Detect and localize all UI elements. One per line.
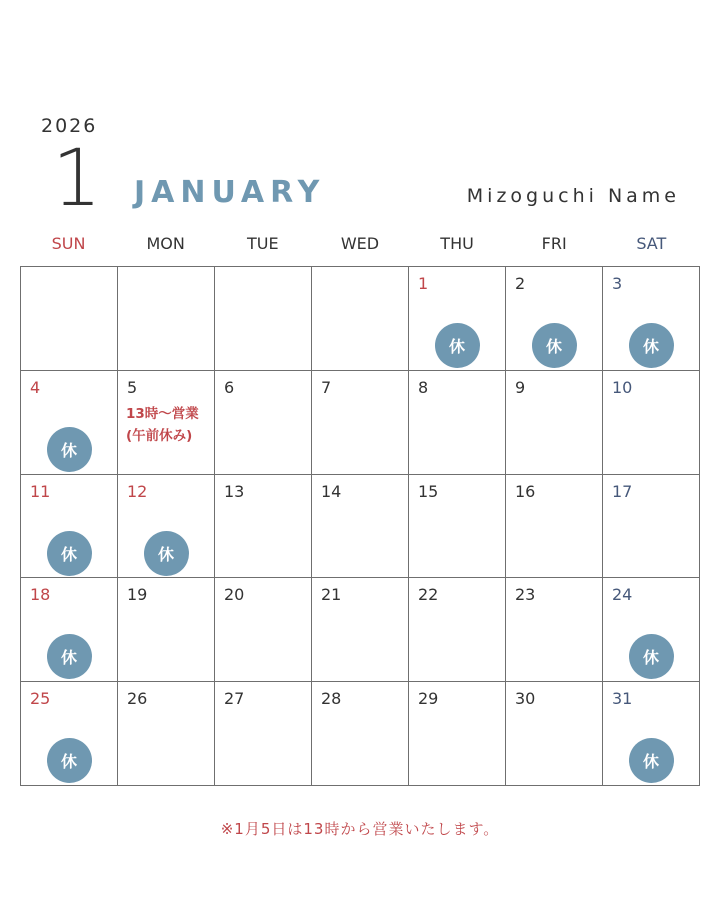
calendar-year: 2026: [41, 115, 98, 137]
weekday-thu: THU: [440, 234, 474, 253]
day-number: 27: [224, 689, 245, 709]
closed-day-badge: 休: [47, 738, 92, 783]
day-cell-13: [215, 475, 312, 579]
closed-day-badge: 休: [47, 427, 92, 472]
day-number: 22: [418, 585, 439, 605]
day-cell-12: [118, 475, 215, 579]
day-cell-26: [118, 682, 215, 786]
day-cell-25: [21, 682, 118, 786]
day-cell-23: [506, 578, 603, 682]
day-cell-29: [409, 682, 506, 786]
weekday-fri: FRI: [541, 234, 567, 253]
weekday-mon: MON: [146, 234, 185, 253]
empty-cell: [118, 267, 215, 371]
day-cell-1: [409, 267, 506, 371]
day-number: 4: [30, 377, 41, 397]
footer-note: ※1月5日は13時から営業いたします。: [220, 820, 500, 838]
day-number: 3: [612, 274, 623, 293]
closed-day-badge: 休: [435, 323, 480, 368]
day-number: 15: [418, 481, 439, 501]
day-number: 29: [418, 689, 439, 709]
empty-cell: [215, 267, 312, 371]
day-cell-20: [215, 578, 312, 682]
day-number: 7: [321, 377, 332, 397]
day-cell-28: [312, 682, 409, 786]
day-cell-22: [409, 578, 506, 682]
day-cell-9: [506, 371, 603, 475]
day-number: 23: [515, 585, 536, 605]
day-number: 16: [515, 481, 536, 501]
day-number: 5: [127, 377, 138, 397]
day-cell-27: [215, 682, 312, 786]
closed-day-badge: 休: [144, 531, 189, 576]
day-number: 14: [321, 481, 342, 501]
day-number: 19: [127, 585, 148, 605]
day-cell-11: [21, 475, 118, 579]
closed-day-badge: 休: [629, 738, 674, 783]
day-number: 31: [612, 689, 633, 709]
day-number: 20: [224, 585, 245, 605]
weekday-header: [20, 234, 700, 258]
day-number: 26: [127, 689, 148, 709]
day-cell-24: [603, 578, 700, 682]
day-number: 11: [30, 481, 51, 501]
day-number: 12: [127, 481, 148, 501]
weekday-sat: SAT: [636, 234, 667, 253]
day-number: 9: [515, 377, 526, 397]
day-cell-7: [312, 371, 409, 475]
day-number: 30: [515, 689, 536, 709]
day-cell-10: [603, 371, 700, 475]
day-cell-8: [409, 371, 506, 475]
day-cell-18: [21, 578, 118, 682]
day-cell-19: [118, 578, 215, 682]
day-number: 1: [418, 274, 429, 293]
day-number: 13: [224, 481, 245, 501]
day-number: 25: [30, 689, 51, 709]
shop-name: Mizoguchi Name: [466, 185, 680, 207]
day-number: 8: [418, 377, 429, 397]
closed-day-badge: 休: [532, 323, 577, 368]
month-number: 1: [52, 134, 102, 224]
day-number: 6: [224, 377, 235, 397]
day-cell-5: [118, 371, 215, 475]
day-cell-14: [312, 475, 409, 579]
day-cell-4: [21, 371, 118, 475]
closed-day-badge: 休: [47, 531, 92, 576]
day-cell-15: [409, 475, 506, 579]
day-cell-31: [603, 682, 700, 786]
closed-day-badge: 休: [629, 323, 674, 368]
day-cell-16: [506, 475, 603, 579]
empty-cell: [21, 267, 118, 371]
day-number: 28: [321, 689, 342, 709]
day-cell-6: [215, 371, 312, 475]
day-cell-30: [506, 682, 603, 786]
day-note: 13時～営業 (午前休み): [126, 405, 199, 444]
day-number: 21: [321, 585, 342, 605]
day-cell-2: [506, 267, 603, 371]
day-number: 24: [612, 585, 633, 605]
weekday-sun: SUN: [51, 234, 86, 253]
calendar-grid: [20, 266, 700, 786]
day-cell-21: [312, 578, 409, 682]
day-number: 17: [612, 481, 633, 501]
day-cell-17: [603, 475, 700, 579]
closed-day-badge: 休: [47, 634, 92, 679]
day-number: 10: [612, 377, 633, 397]
weekday-wed: WED: [340, 234, 380, 253]
day-number: 2: [515, 274, 526, 293]
day-number: 18: [30, 585, 51, 605]
closed-day-badge: 休: [629, 634, 674, 679]
month-name: JANUARY: [134, 175, 326, 210]
day-cell-3: [603, 267, 700, 371]
empty-cell: [312, 267, 409, 371]
weekday-tue: TUE: [247, 234, 279, 253]
